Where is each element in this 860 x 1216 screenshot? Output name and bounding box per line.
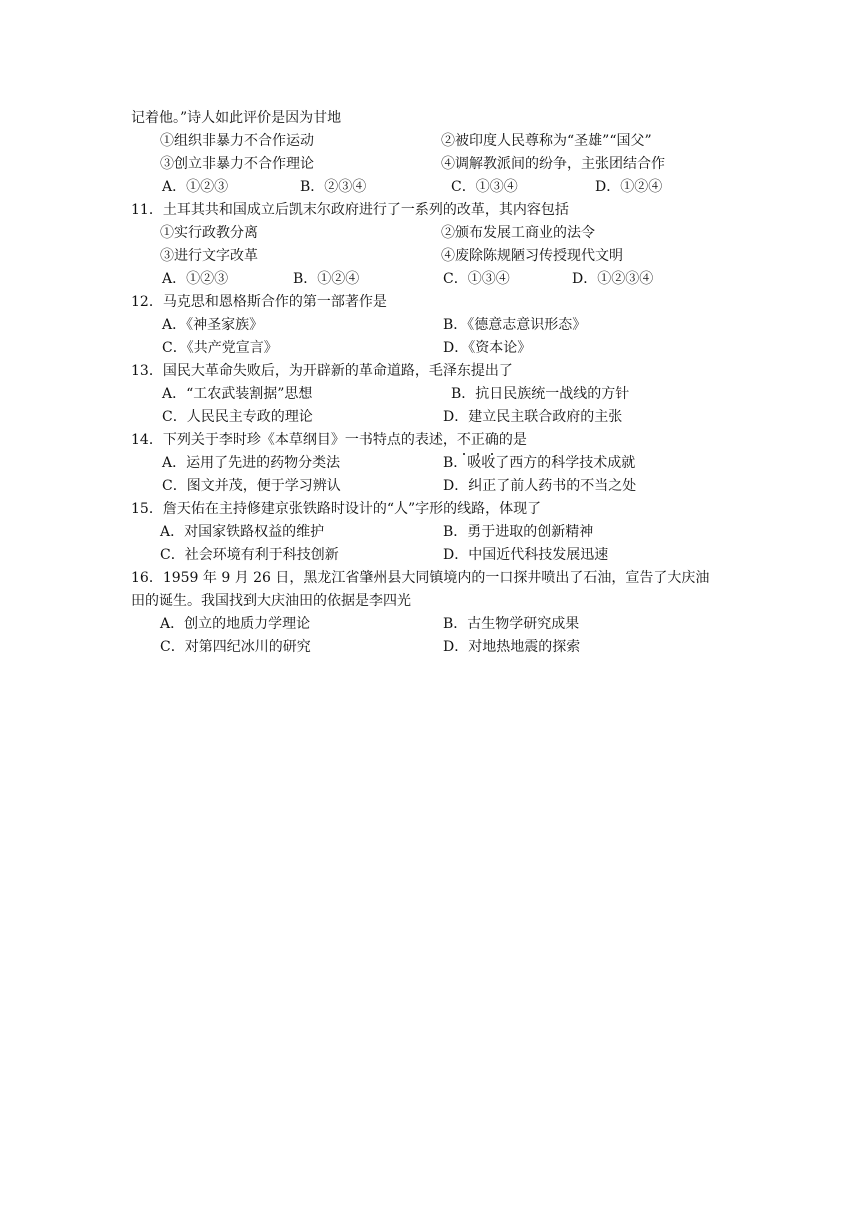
q11-option-b: B．①②④: [293, 271, 360, 287]
q10-option-a: A．①②③: [162, 179, 229, 195]
q13-option-a: A．“工农武装割据”思想: [162, 386, 313, 402]
q16-option-a: A．创立的地质力学理论: [160, 616, 311, 632]
q16-option-c: C．对第四纪冰川的研究: [160, 639, 311, 655]
q11-option-d: D．①②③④: [572, 271, 654, 287]
q10-option-c: C．①③④: [451, 179, 518, 195]
q10-statement-2: ②被印度人民尊称为“圣雄”“国父”: [441, 133, 652, 149]
q10-option-b: B．②③④: [300, 179, 367, 195]
q11-statement-2: ②颁布发展工商业的法令: [441, 225, 595, 241]
q11-statement-3: ③进行文字改革: [160, 248, 258, 264]
q14-stem-suffix: 的是: [498, 432, 527, 448]
q16-option-b: B．古生物学研究成果: [443, 616, 580, 632]
question-16-stem-line-2: 田的诞生。我国找到大庆油田的依据是李四光: [131, 593, 411, 609]
q16-option-d: D．对地热地震的探索: [443, 639, 581, 655]
question-15-stem: 15．詹天佑在主持修建京张铁路时设计的“人”字形的线路，体现了: [131, 501, 542, 517]
q11-option-a: A．①②③: [162, 271, 229, 287]
q14-stem-prefix: 14．下列关于李时珍《本草纲目》一书特点的表述，: [131, 432, 457, 448]
q15-option-b: B．勇于进取的创新精神: [443, 524, 594, 540]
question-13-stem: 13．国民大革命失败后，为开辟新的革命道路，毛泽东提出了: [131, 363, 513, 379]
question-14-stem: [131, 430, 527, 450]
q15-option-c: C．社会环境有利于科技创新: [160, 547, 339, 563]
q13-option-d: D．建立民主联合政府的主张: [443, 409, 623, 425]
q12-option-d: D．《资本论》: [443, 340, 532, 356]
emphasis-char-2: 正: [470, 432, 485, 448]
q15-option-a: A．对国家铁路权益的维护: [160, 524, 325, 540]
q11-statement-1: ①实行政教分离: [160, 225, 258, 241]
q11-option-c: C．①③④: [443, 271, 510, 287]
q14-option-d: D．纠正了前人药书的不当之处: [443, 478, 637, 494]
question-11-stem: 11．土耳其共和国成立后凯末尔政府进行了一系列的改革，其内容包括: [131, 202, 569, 218]
q12-option-b: B．《德意志意识形态》: [443, 317, 587, 333]
question-10-stem-end: 记着他。”诗人如此评价是因为甘地: [131, 110, 342, 126]
q14-option-a: A．运用了先进的药物分类法: [162, 455, 341, 471]
q13-option-b: B．抗日民族统一战线的方针: [451, 386, 630, 402]
q12-option-a: A．《神圣家族》: [162, 317, 264, 333]
q10-statement-1: ①组织非暴力不合作运动: [160, 133, 314, 149]
emphasis-char-3: 确: [484, 432, 499, 448]
question-12-stem: 12．马克思和恩格斯合作的第一部著作是: [131, 294, 387, 310]
q10-option-d: D．①②④: [595, 179, 663, 195]
q13-option-c: C．人民民主专政的理论: [162, 409, 313, 425]
q15-option-d: D．中国近代科技发展迅速: [443, 547, 609, 563]
q12-option-c: C．《共产党宣言》: [162, 340, 278, 356]
q10-statement-3: ③创立非暴力不合作理论: [160, 156, 314, 172]
question-16-stem-line-1: 16．1959 年 9 月 26 日，黑龙江省肇州县大同镇境内的一口探井喷出了石油，宣告了大庆油: [131, 570, 710, 586]
q14-option-b: B．吸收了西方的科学技术成就: [443, 455, 636, 471]
q14-option-c: C．图文并茂，便于学习辨认: [162, 478, 341, 494]
emphasis-char-1: 不: [456, 432, 471, 448]
q10-statement-4: ④调解教派间的纷争，主张团结合作: [441, 156, 665, 172]
q11-statement-4: ④废除陈规陋习传授现代文明: [441, 248, 623, 264]
